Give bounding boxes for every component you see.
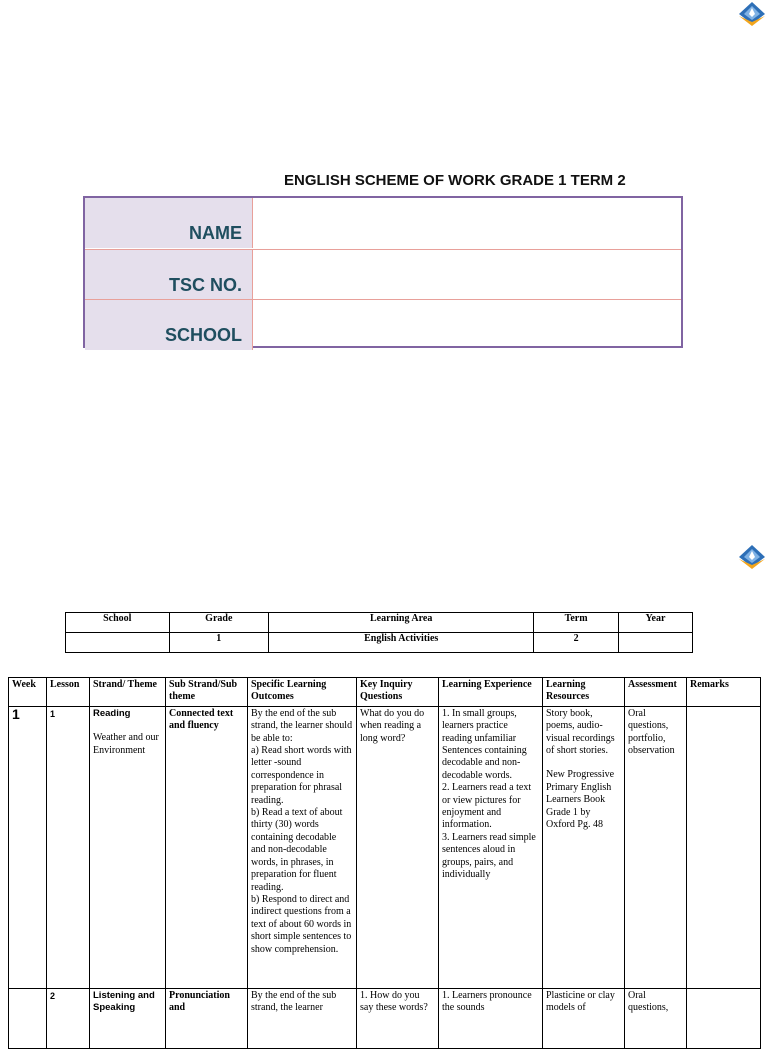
resources-cell	[543, 988, 625, 1048]
document-title: ENGLISH SCHEME OF WORK GRADE 1 TERM 2	[284, 172, 626, 189]
strand-name: Listening and Speaking	[93, 989, 155, 1014]
info-value-term: 2	[534, 633, 619, 653]
info-header-learning-area: Learning Area	[269, 613, 534, 633]
info-header-school: School	[66, 613, 170, 633]
outcome-text: a) Read short words with letter -sound correspondence in preparation for phrasal reading.	[251, 745, 352, 806]
header-strand: Strand/ Theme	[90, 678, 166, 707]
header-week: Week	[9, 678, 47, 707]
info-value-row	[66, 633, 693, 653]
header-lesson: Lesson	[47, 678, 90, 707]
info-header-row	[66, 613, 693, 633]
strand-cell	[90, 706, 166, 988]
header-assessment: Assessment	[625, 678, 687, 707]
theme-name: Weather and our Environment	[93, 732, 159, 756]
outcomes-cell	[248, 988, 357, 1048]
resource-text: New Progressive Primary English Learners Book Grade 1 by Oxford Pg. 48	[546, 769, 615, 831]
assessment-cell: Oral questions,	[625, 988, 687, 1048]
week-number: 1	[12, 705, 20, 722]
strand-cell	[90, 988, 166, 1048]
experience-text: 1. Learners pronounce the sounds	[442, 989, 532, 1014]
questions-cell: What do you do when reading a long word?	[357, 706, 439, 988]
lesson-number: 2	[50, 990, 56, 1001]
identity-row-tsc	[85, 249, 681, 300]
header-questions: Key Inquiry Questions	[357, 678, 439, 707]
info-value-school	[66, 633, 170, 653]
experience-cell	[439, 706, 543, 988]
publisher-logo	[736, 0, 768, 28]
assessment-cell: Oral questions, portfolio, observation	[625, 706, 687, 988]
remarks-cell	[687, 988, 761, 1048]
experience-text: 2. Learners read a text or view pictures for enjoyment and information.	[442, 782, 532, 831]
lesson-cell	[47, 988, 90, 1048]
resources-cell	[543, 706, 625, 988]
identity-row-school	[85, 299, 681, 350]
resource-text: Plasticine or clay models of	[546, 989, 615, 1014]
name-label: NAME	[85, 198, 253, 248]
scheme-header-row	[9, 678, 761, 707]
table-row	[9, 706, 761, 988]
lesson-number: 1	[50, 708, 56, 719]
remarks-cell	[687, 706, 761, 988]
publisher-logo	[736, 543, 768, 571]
table-row	[9, 988, 761, 1048]
info-value-year	[618, 633, 692, 653]
header-sub-strand: Sub Strand/Sub theme	[166, 678, 248, 707]
questions-cell: 1. How do you say these words?	[357, 988, 439, 1048]
tsc-field[interactable]	[254, 250, 681, 300]
identity-box	[83, 196, 683, 348]
sub-strand-cell: Pronunciation and	[166, 988, 248, 1048]
outcome-text: b) Respond to direct and indirect questions from a text of about 60 words in short simple sentences to show comprehension.	[251, 893, 352, 955]
info-table	[65, 612, 693, 653]
info-header-grade: Grade	[169, 613, 269, 633]
outcome-text: b) Read a text of about thirty (30) words containing decodable and non-decodable words, in phrases, in preparation for fluent reading.	[251, 807, 343, 893]
resource-text: Story book, poems, audio-visual recordings of short stories.	[546, 707, 615, 757]
outcome-text: By the end of the sub strand, the learner should be able to:	[251, 707, 353, 744]
school-field[interactable]	[254, 300, 681, 350]
week-cell	[9, 706, 47, 988]
header-resources: Learning Resources	[543, 678, 625, 707]
strand-name: Reading	[93, 707, 131, 719]
info-header-term: Term	[534, 613, 619, 633]
info-value-learning-area: English Activities	[269, 633, 534, 653]
info-header-year: Year	[618, 613, 692, 633]
week-cell	[9, 988, 47, 1048]
tsc-label: TSC NO.	[85, 250, 253, 300]
header-outcomes: Specific Learning Outcomes	[248, 678, 357, 707]
scheme-of-work-table	[8, 677, 761, 1049]
outcome-text: By the end of the sub strand, the learner	[251, 989, 337, 1014]
lesson-cell	[47, 706, 90, 988]
header-experience: Learning Experience	[439, 678, 543, 707]
identity-row-name	[85, 198, 681, 248]
experience-cell	[439, 988, 543, 1048]
info-value-grade: 1	[169, 633, 269, 653]
school-label: SCHOOL	[85, 300, 253, 350]
header-remarks: Remarks	[687, 678, 761, 707]
experience-text: 1. In small groups, learners practice reading unfamiliar Sentences containing decodable and non-decodable words.	[442, 707, 527, 781]
outcomes-cell	[248, 706, 357, 988]
experience-text: 3. Learners read simple sentences aloud in groups, pairs, and individually	[442, 831, 536, 881]
name-field[interactable]	[254, 198, 681, 248]
sub-strand-cell: Connected text and fluency	[166, 706, 248, 988]
